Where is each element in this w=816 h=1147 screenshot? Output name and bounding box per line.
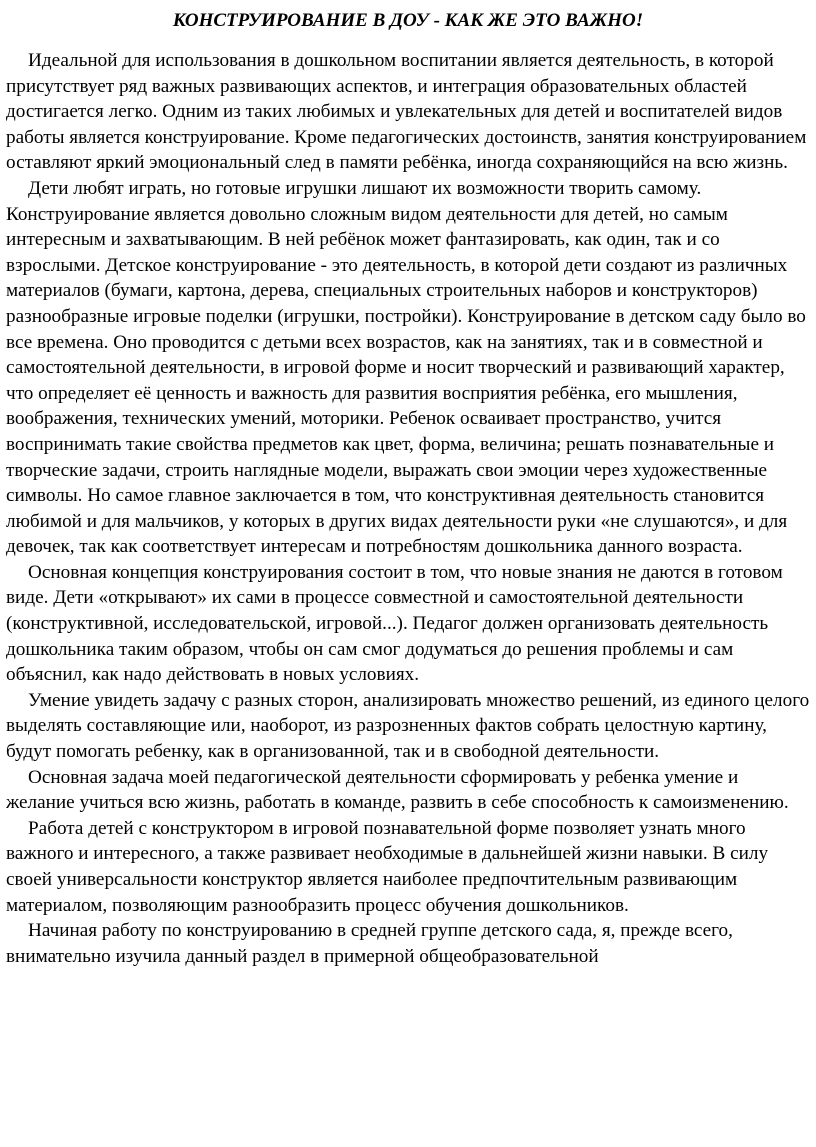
paragraph-7: Начиная работу по конструированию в средней группе детского сада, я, прежде всего, внимательно изучила данный раздел в примерной общеобразовательной	[6, 920, 733, 967]
paragraph-6: Работа детей с конструктором в игровой познавательной форме позволяет узнать много важного и интересного, а также развивает необходимые в дальнейшей жизни навыки. В силу своей универсальности конструктор является наиболее предпочтительным развивающим материалом, позволяющим разнообразить процесс обучения дошкольников.	[6, 817, 769, 916]
paragraph-2: Дети любят играть, но готовые игрушки лишают их возможности творить самому. Конструирование является довольно сложным видом деятельности для детей, но самым интересным и захватывающим. В ней ребёнок может фантазировать, как один, так и со взрослыми. Детское конструирование - это деятельность, в которой дети создают из различных материалов (бумаги, картона, дерева, специальных строительных наборов и конструкторов) разнообразные игровые поделки (игрушки, постройки). Конструирование в детском саду было во все времена. Оно проводится с детьми всех возрастов, как на занятиях, так и в совместной и самостоятельной деятельности, в игровой форме и носит творческий и развивающий характер, что определяет её ценность и важность для развития восприятия ребёнка, его мышления, воображения, технических умений, моторики. Ребенок осваивает пространство, учится воспринимать такие свойства предметов как цвет, форма, величина; решать познавательные и творческие задачи, строить наглядные модели, выражать свои эмоции через художественные символы. Но самое главное заключается в том, что конструктивная деятельность становится любимой и для мальчиков, у которых в других видах деятельности руки «не слушаются», и для девочек, так как соответствует интересам и потребностям дошкольника данного возраста.	[6, 177, 806, 558]
paragraph-3: Основная концепция конструирования состоит в том, что новые знания не даются в готовом виде. Дети «открывают» их сами в процессе совместной и самостоятельной деятельности (конструктивной, исследовательской, игровой...). Педагог должен организовать деятельность дошкольника таким образом, чтобы он сам смог додуматься до решения проблемы и сам объяснил, как надо действовать в новых условиях.	[6, 561, 783, 686]
paragraph-1: Идеальной для использования в дошкольном воспитании является деятельность, в которой присутствует ряд важных развивающих аспектов, и интеграция образовательных областей достигается легко. Одним из таких любимых и увлекательных для детей и воспитателей видов работы является конструирование. Кроме педагогических достоинств, занятия конструированием оставляют яркий эмоциональный след в памяти ребёнка, иногда сохраняющийся на всю жизнь.	[6, 50, 807, 174]
document-title: КОНСТРУИРОВАНИЕ В ДОУ - КАК ЖЕ ЭТО ВАЖНО!	[172, 10, 644, 31]
paragraph-5: Основная задача моей педагогической деятельности сформировать у ребенка умение и желание учиться всю жизнь, работать в команде, развить в себе способность к самоизменению.	[6, 766, 789, 814]
paragraph-4: Умение увидеть задачу с разных сторон, анализировать множество решений, из единого целого выделять составляющие или, наоборот, из разрозненных фактов собрать целостную картину, будут помогать ребенку, как в организованной, так и в свободной деятельности.	[6, 689, 810, 763]
